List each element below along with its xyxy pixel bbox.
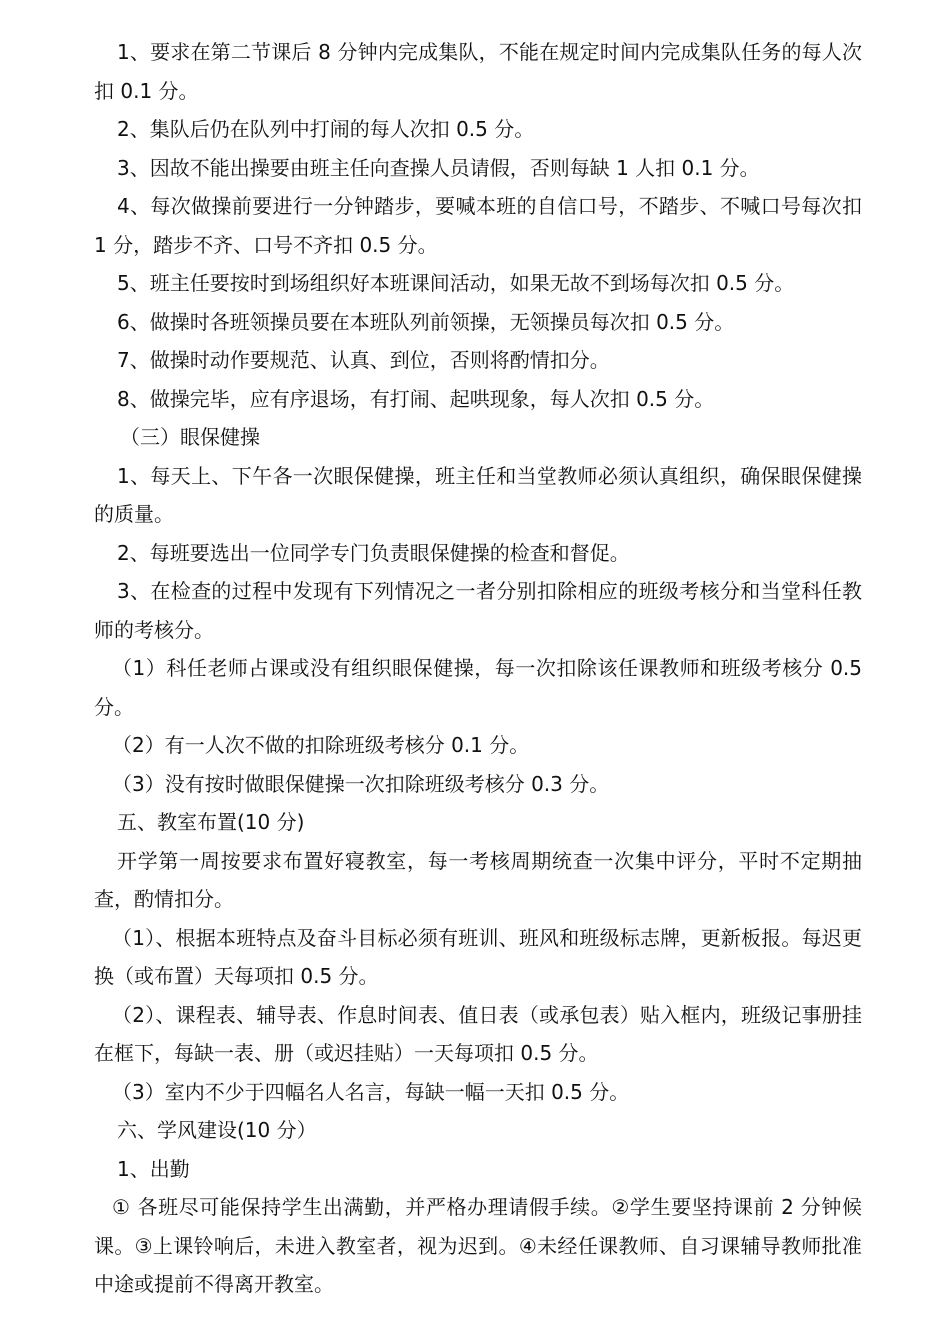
- paragraph-classroom-sub-3: （3）室内不少于四幅名人名言，每缺一幅一天扣 0.5 分。: [112, 1079, 630, 1104]
- paragraph-rule-5-teacher: 5、班主任要按时到场组织好本班课间活动，如果无故不到场每次扣 0.5 分。: [117, 271, 795, 295]
- paragraph-eye-sub-3: （3）没有按时做眼保健操一次扣除班级考核分 0.3 分。: [112, 771, 610, 796]
- section-heading-eye-exercise: （三）眼保健操: [120, 425, 260, 449]
- paragraph-eye-rule-2: 2、每班要选出一位同学专门负责眼保健操的检查和督促。: [117, 540, 630, 565]
- paragraph-rule-8-exit: 8、做操完毕，应有序退场，有打闹、起哄现象，每人次扣 0.5 分。: [117, 386, 715, 411]
- paragraph-eye-rule-1: 1、每天上、下午各一次眼保健操，班主任和当堂教师必须认真组织，确保眼保健操的质量。: [94, 463, 862, 526]
- paragraph-attendance-rules: ① 各班尽可能保持学生出满勤，并严格办理请假手续。②学生要坚持课前 2 分钟候课。③上课铃响后，未进入教室者，视为迟到。④未经任课教师、自习课辅导教师批准中途或提前不得离开教室。: [94, 1195, 862, 1296]
- paragraph-rule-7-movement: 7、做操时动作要规范、认真、到位，否则将酌情扣分。: [117, 348, 610, 372]
- paragraph-eye-rule-3: 3、在检查的过程中发现有下列情况之一者分别扣除相应的班级考核分和当堂科任教师的考核分。: [94, 579, 862, 642]
- section-heading-classroom: 五、教室布置(10 分): [117, 810, 305, 834]
- paragraph-eye-sub-2: （2）有一人次不做的扣除班级考核分 0.1 分。: [112, 733, 530, 757]
- paragraph-rule-2-noise: 2、集队后仍在队列中打闹的每人次扣 0.5 分。: [117, 117, 535, 141]
- section-heading-study: 六、学风建设(10 分）: [117, 1118, 317, 1142]
- paragraph-rule-6-leader: 6、做操时各班领操员要在本班队列前领操，无领操员每次扣 0.5 分。: [117, 309, 735, 334]
- paragraph-classroom-intro: 开学第一周按要求布置好寝教室，每一考核周期统查一次集中评分，平时不定期抽查，酌情扣分。: [94, 848, 862, 911]
- subheading-attendance: 1、出勤: [117, 1156, 190, 1181]
- paragraph-rule-3-leave: 3、因故不能出操要由班主任向查操人员请假，否则每缺 1 人扣 0.1 分。: [117, 155, 760, 180]
- paragraph-eye-sub-1: （1）科任老师占课或没有组织眼保健操，每一次扣除该任课教师和班级考核分 0.5 分。: [94, 656, 862, 719]
- paragraph-classroom-sub-2: （2）、课程表、辅导表、作息时间表、值日表（或承包表）贴入框内，班级记事册挂在框下，每缺一表、册（或迟挂贴）一天每项扣 0.5 分。: [94, 1002, 862, 1065]
- paragraph-rule-4-marching: 4、每次做操前要进行一分钟踏步，要喊本班的自信口号，不踏步、不喊口号每次扣 1 分，踏步不齐、口号不齐扣 0.5 分。: [94, 194, 862, 257]
- paragraph-rule-1-assembly: 1、要求在第二节课后 8 分钟内完成集队，不能在规定时间内完成集队任务的每人次扣 0.1 分。: [94, 40, 862, 103]
- paragraph-classroom-sub-1: （1）、根据本班特点及奋斗目标必须有班训、班风和班级标志牌，更新板报。每迟更换（或布置）天每项扣 0.5 分。: [94, 925, 862, 988]
